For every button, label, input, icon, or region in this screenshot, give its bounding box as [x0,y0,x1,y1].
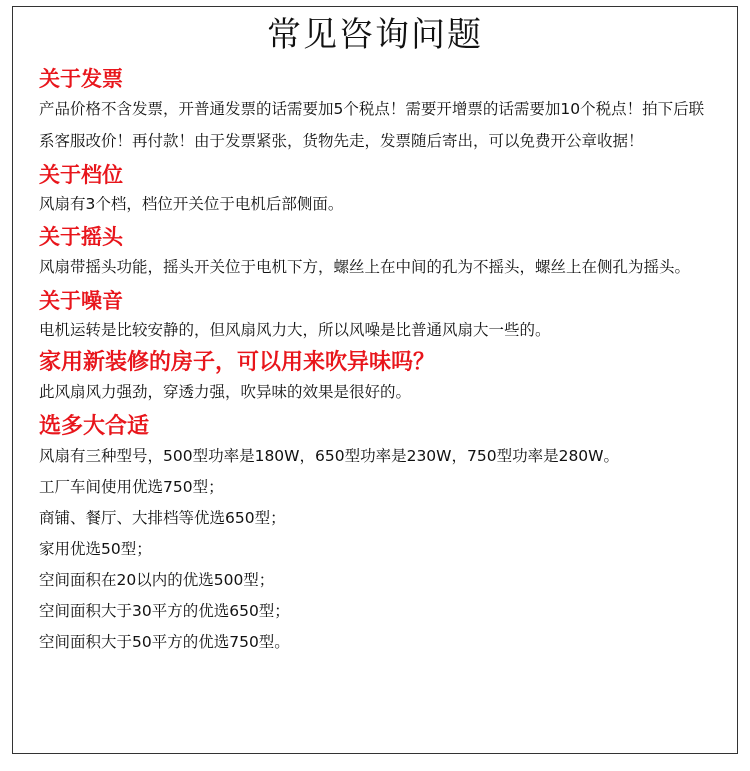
section-body-speed: 风扇有3个档，档位开关位于电机后部侧面。 [39,195,344,213]
page-title: 常见咨询问题 [267,15,483,55]
section-heading-speed: 关于档位 [39,163,123,187]
section-heading-oscillation: 关于摇头 [39,225,123,249]
section-heading-odor: 家用新装修的房子，可以用来吹异味吗？ [39,350,436,375]
section-heading-noise: 关于噪音 [39,289,123,313]
model-line: 商铺、餐厅、大排档等优选650型； [39,509,286,527]
section-heading-invoice: 关于发票 [39,67,123,91]
model-line: 家用优选50型； [39,540,152,558]
section-odor [39,349,717,407]
section-body-invoice: 产品价格不含发票，开普通发票的话需要加5个税点！需要开增票的话需要加10个税点！拍下后联系客服改价！再付款！由于发票紧张，货物先走，发票随后寄出，可以免费开公章收据！ [39,100,705,150]
model-line: 工厂车间使用优选750型； [39,478,224,496]
section-model-choice [39,413,717,658]
faq-frame [12,6,738,754]
section-body-odor: 此风扇风力强劲，穿透力强，吹异味的效果是很好的。 [39,383,412,401]
section-body-oscillation: 风扇带摇头功能，摇头开关位于电机下方，螺丝上在中间的孔为不摇头，螺丝上在侧孔为摇头。 [39,258,691,276]
section-oscillation [39,223,717,283]
faq-content [39,65,717,658]
section-heading-model-choice: 选多大合适 [39,414,150,439]
model-line: 空间面积大于30平方的优选650型； [39,602,290,620]
model-line: 空间面积在20以内的优选500型； [39,571,275,589]
section-noise [39,287,717,345]
model-line: 风扇有三种型号，500型功率是180W，650型功率是230W，750型功率是280W。 [39,447,619,465]
section-speed [39,161,717,219]
section-body-noise: 电机运转是比较安静的，但风扇风力大，所以风噪是比普通风扇大一些的。 [39,321,551,339]
section-invoice [39,65,717,157]
model-line: 空间面积大于50平方的优选750型。 [39,633,290,651]
